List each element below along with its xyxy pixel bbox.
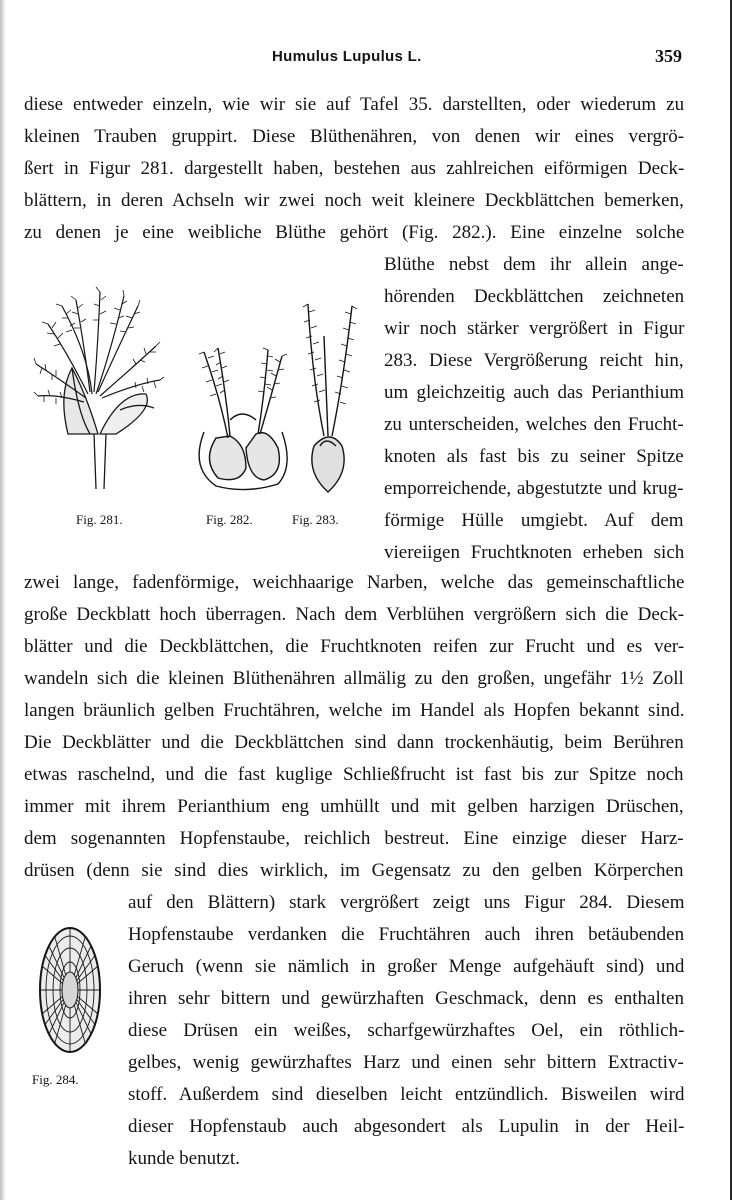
- text-line: Blüthe nebst dem ihr allein ange-: [384, 254, 684, 275]
- page-number: 359: [655, 46, 682, 66]
- figure-caption: Fig. 281.: [76, 512, 123, 527]
- figure-284: [30, 920, 110, 1090]
- text-line: dem sogenannten Hopfenstaube, reichlich bestreut. Eine einzige dieser Harz-: [24, 828, 684, 849]
- text-line: viereiigen Fruchtknoten erheben sich: [384, 542, 685, 563]
- text-line: stoff. Außerdem sind dieselben leicht entzündlich. Bisweilen wird: [128, 1084, 685, 1105]
- text-line: zu denen je eine weibliche Blüthe gehört (Fig. 282.). Eine einzelne solche: [24, 222, 685, 243]
- text-line: ßert in Figur 281. dargestellt haben, bestehen aus zahlreichen eiförmigen Deck-: [24, 158, 685, 179]
- text-line: etwas raschelnd, und die fast kuglige Schließfrucht ist fast bis zur Spitze noch: [24, 764, 684, 785]
- text-line: diese Drüsen ein weißes, scharfgewürzhaftes Oel, ein röthlich-: [128, 1020, 685, 1041]
- figure-281: [28, 284, 168, 527]
- text-line: förmige Hülle umgiebt. Auf dem: [384, 510, 684, 531]
- text-line: ihren sehr bittern und gewürzhaften Geschmack, denn es enthalten: [128, 988, 684, 1009]
- text-line: gelbes, wenig gewürzhaftes Harz und einen sehr bittern Extractiv-: [128, 1052, 684, 1073]
- text-line: knoten als fast bis zu seiner Spitze: [384, 446, 684, 467]
- text-line: zu unterscheiden, welches den Frucht-: [384, 414, 684, 435]
- text-line: wandeln sich die kleinen Blüthenähren allmälig zu den großen, ungefähr 1½ Zoll: [24, 668, 684, 689]
- figure-caption: Fig. 284.: [32, 1072, 79, 1087]
- figure-caption: Fig. 282.: [206, 512, 253, 527]
- paired-female-flowers-illustration: [186, 328, 296, 494]
- text-line: kunde benutzt.: [128, 1148, 240, 1169]
- text-line: dieser Hopfenstaub auch abgesondert als Lupulin in der Heil-: [128, 1116, 685, 1137]
- running-title: Humulus Lupulus L.: [272, 48, 422, 65]
- text-line: blätter und die Deckblättchen, die Fruchtknoten reifen zur Frucht und es ver-: [24, 636, 685, 657]
- text-line: große Deckblatt hoch überragen. Nach dem Verblühen vergrößern sich die Deck-: [24, 604, 685, 625]
- figure-282: [186, 328, 296, 527]
- text-line: zwei lange, fadenförmige, weichhaarige Narben, welche das gemeinschaftliche: [24, 572, 685, 593]
- text-line: Die Deckblätter und die Deckblättchen sind dann trockenhäutig, beim Berühren: [24, 732, 684, 753]
- resin-gland-illustration: [30, 920, 110, 1060]
- text-line: um gleichzeitig auch das Perianthium: [384, 382, 684, 403]
- text-line: 283. Diese Vergrößerung reicht hin,: [384, 350, 684, 371]
- text-line: diese entweder einzeln, wie wir sie auf Tafel 35. darstellten, oder wiederum zu: [24, 94, 685, 115]
- text-line: Geruch (wenn sie nämlich in großer Menge aufgehäuft sind) und: [128, 956, 685, 977]
- figure-283: [292, 296, 362, 527]
- text-line: blättern, in deren Achseln wir zwei noch weit kleinere Deckblättchen bemerken,: [24, 190, 684, 211]
- single-flower-perianth-illustration: [296, 296, 362, 494]
- text-line: kleinen Trauben gruppirt. Diese Blüthenähren, von denen wir eines vergrö-: [24, 126, 685, 147]
- text-line: auf den Blättern) stark vergrößert zeigt uns Figur 284. Diesem: [128, 892, 685, 913]
- text-line: immer mit ihrem Perianthium eng umhüllt und mit gelben harzigen Drüschen,: [24, 796, 684, 817]
- text-line: langen bräunlich gelben Fruchtähren, welche im Handel als Hopfen bekannt sind.: [24, 700, 685, 721]
- text-line: wir noch stärker vergrößert in Figur: [384, 318, 685, 339]
- text-line: emporreichende, abgestutzte und krug-: [384, 478, 684, 499]
- text-line: drüsen (denn sie sind dies wirklich, im Gegensatz zu den gelben Körperchen: [24, 860, 684, 881]
- text-line: Hopfenstaube verdanken die Fruchtähren auch ihren betäubenden: [128, 924, 685, 945]
- hop-flower-spike-illustration: [28, 284, 168, 498]
- figure-caption: Fig. 283.: [292, 512, 339, 527]
- text-line: hörenden Deckblättchen zeichneten: [384, 286, 685, 307]
